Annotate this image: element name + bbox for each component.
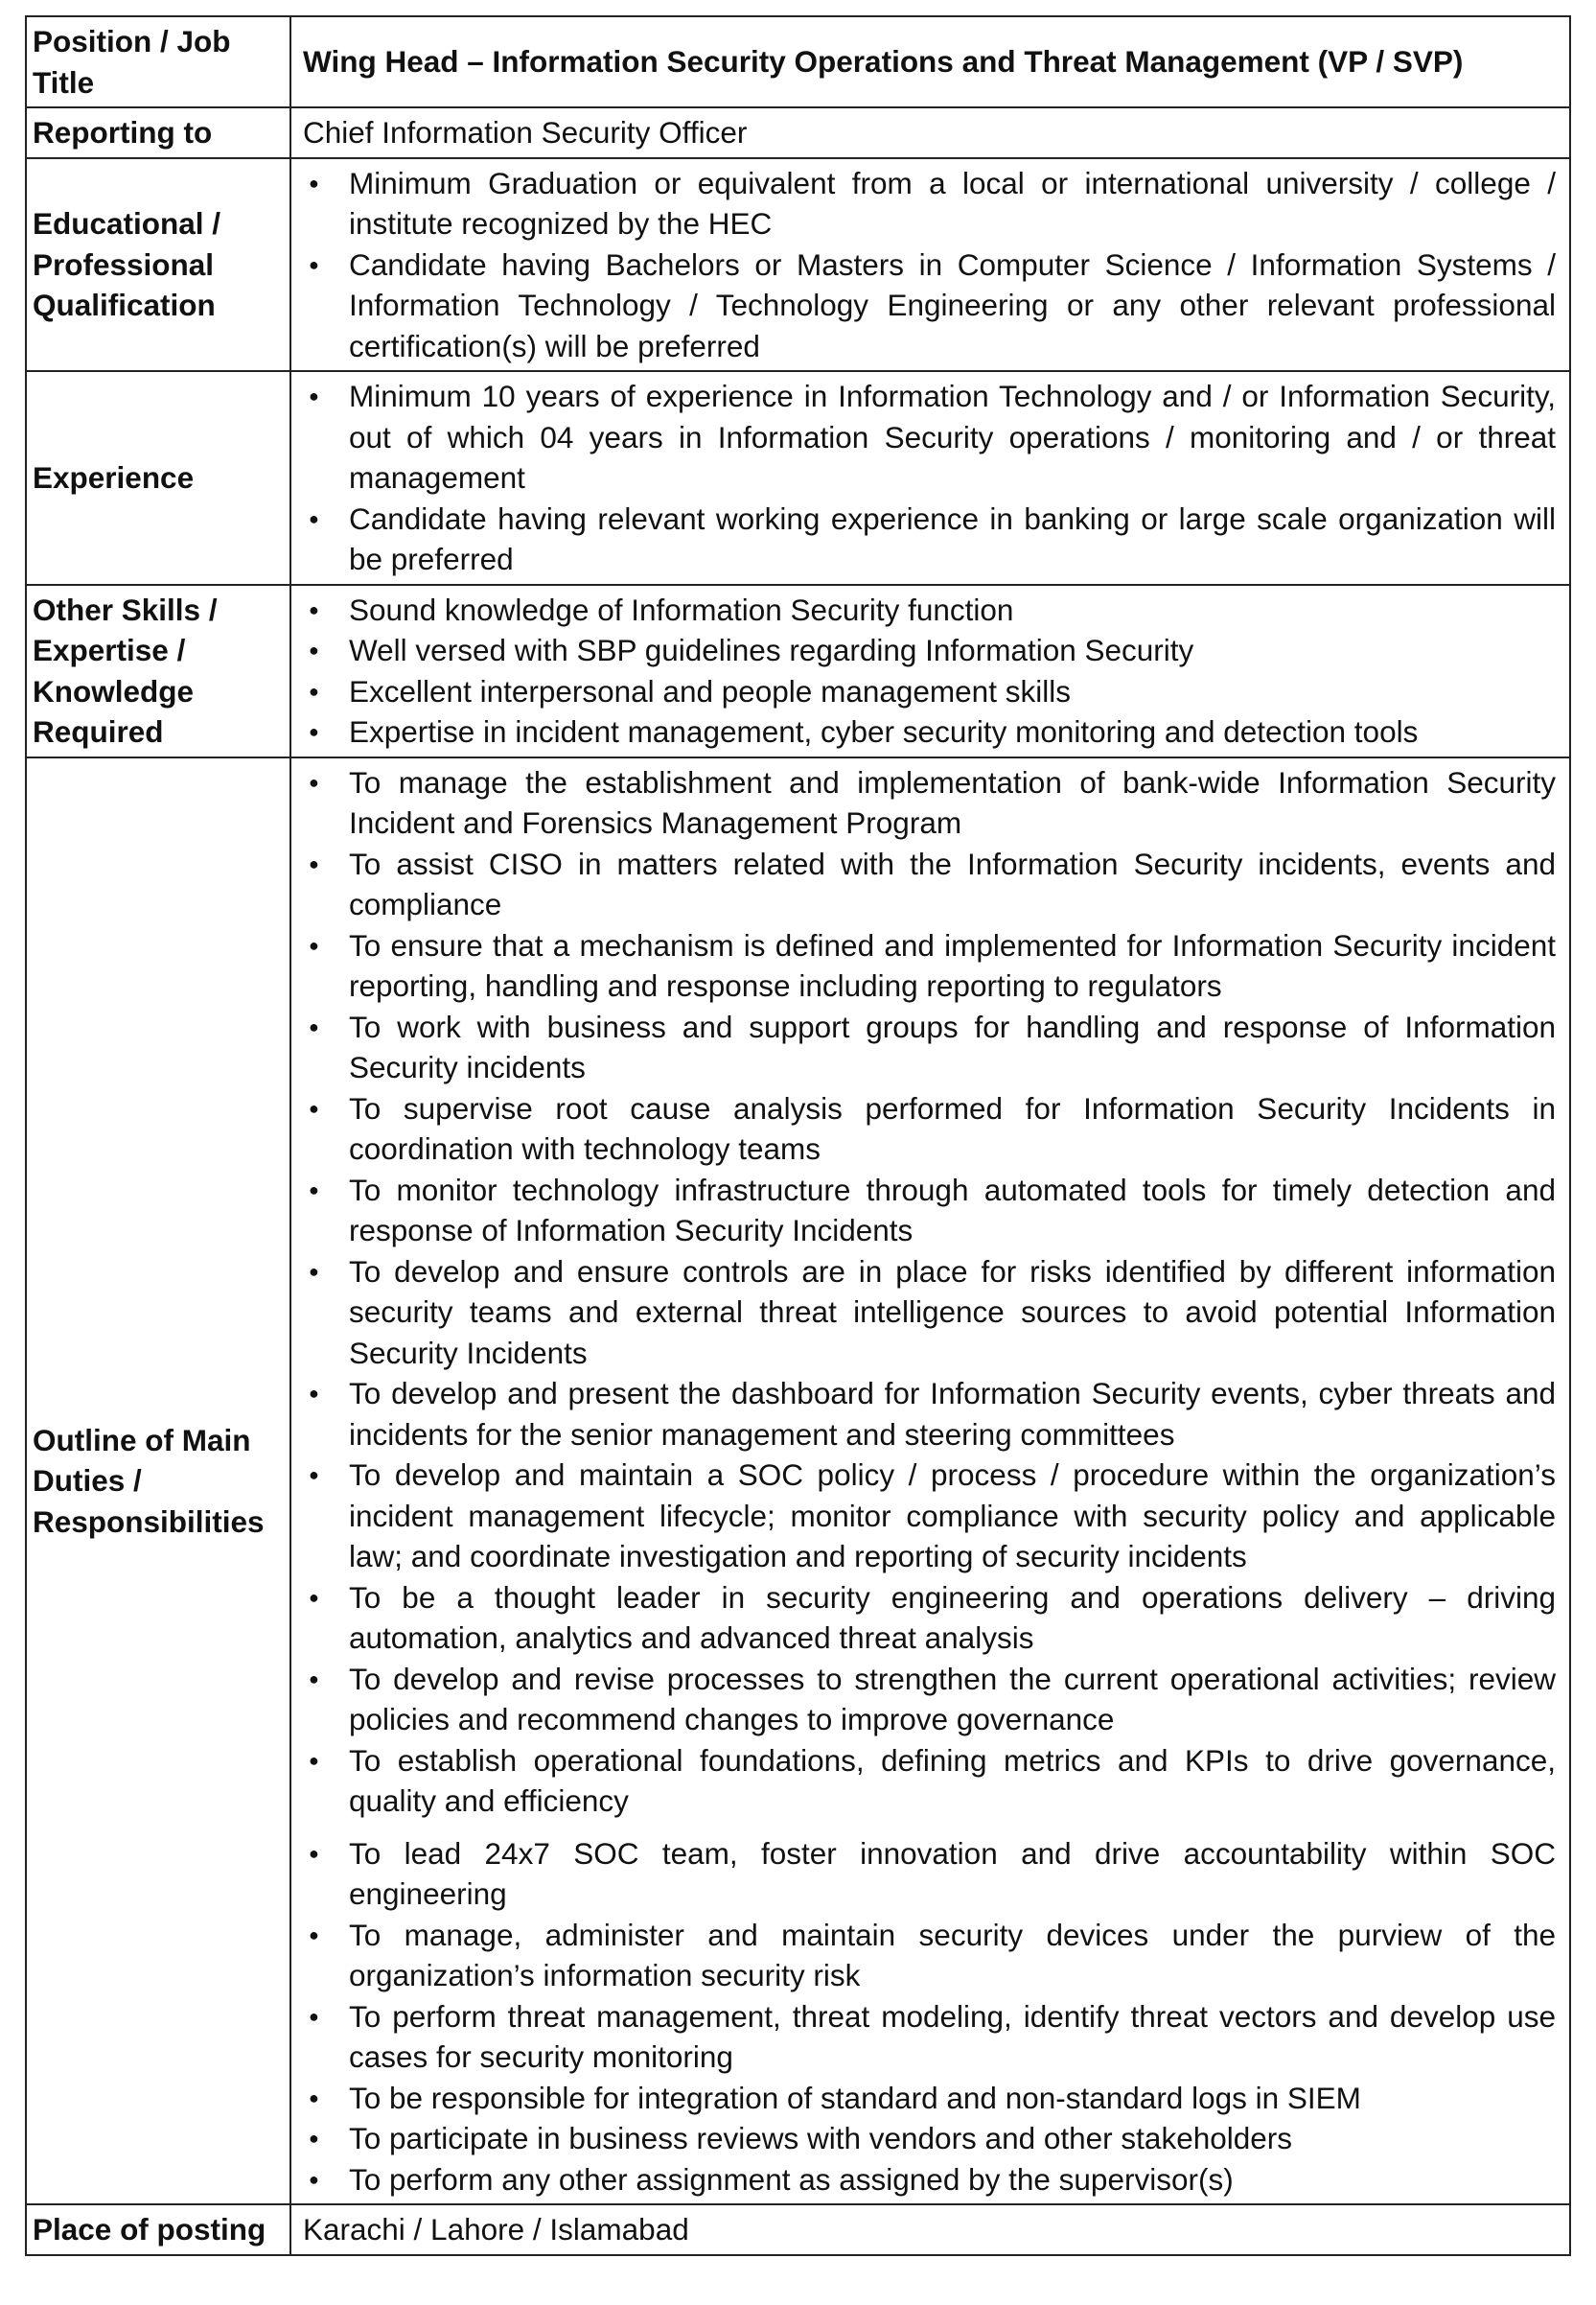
list-item: ● Candidate having relevant working experience in banking or large scale organization will be preferred	[303, 499, 1556, 580]
experience-list	[303, 376, 1556, 580]
list-item: ● To participate in business reviews with vendors and other stakeholders	[303, 2118, 1556, 2159]
list-item: ● To develop and maintain a SOC policy / process / procedure within the organization’s incident management lifecycle; monitor compliance with security policy and applicable law; and coordinate investigation and reporting of security incidents	[303, 1455, 1556, 1577]
list-item: ● Minimum Graduation or equivalent from a local or international university / college / institute recognized by the HEC	[303, 163, 1556, 244]
list-item: ● Minimum 10 years of experience in Information Technology and / or Information Security, out of which 04 years in Information Security operations / monitoring and / or threat management	[303, 376, 1556, 499]
list-item: ● Candidate having Bachelors or Masters in Computer Science / Information Systems / Information Technology / Technology Engineering or any other relevant professional certification(s) will be preferred	[303, 244, 1556, 367]
experience-value	[290, 371, 1570, 585]
row-position	[26, 16, 1570, 107]
position-value: Wing Head – Information Security Operations and Threat Management (VP / SVP)	[290, 16, 1570, 107]
duties-label: Outline of Main Duties / Responsibilities	[26, 757, 290, 2205]
list-item: ● To develop and present the dashboard for Information Security events, cyber threats and incidents for the senior management and steering committees	[303, 1373, 1556, 1455]
education-label: Educational / Professional Qualification	[26, 158, 290, 372]
job-description-table	[25, 15, 1571, 2256]
list-item: ● To ensure that a mechanism is defined and implemented for Information Security incident reporting, handling and response including reporting to regulators	[303, 925, 1556, 1007]
position-label: Position / Job Title	[26, 16, 290, 107]
list-item: ● To manage the establishment and implementation of bank-wide Information Security Incident and Forensics Management Program	[303, 762, 1556, 844]
list-item: ● To supervise root cause analysis performed for Information Security Incidents in coordination with technology teams	[303, 1088, 1556, 1170]
skills-list	[303, 590, 1556, 753]
posting-value: Karachi / Lahore / Islamabad	[290, 2204, 1570, 2255]
list-item: ● To work with business and support groups for handling and response of Information Security incidents	[303, 1007, 1556, 1088]
list-item: ● Well versed with SBP guidelines regarding Information Security	[303, 630, 1556, 671]
list-item: ● Excellent interpersonal and people management skills	[303, 671, 1556, 712]
row-education	[26, 158, 1570, 372]
list-item: ● To assist CISO in matters related with the Information Security incidents, events and compliance	[303, 844, 1556, 925]
education-value	[290, 158, 1570, 372]
posting-label: Place of posting	[26, 2204, 290, 2255]
list-item: ● To monitor technology infrastructure through automated tools for timely detection and response of Information Security Incidents	[303, 1170, 1556, 1251]
row-posting	[26, 2204, 1570, 2255]
list-item: ● Sound knowledge of Information Security function	[303, 590, 1556, 631]
skills-value	[290, 585, 1570, 757]
list-item: ● To perform any other assignment as assigned by the supervisor(s)	[303, 2159, 1556, 2200]
list-item: ● To develop and ensure controls are in place for risks identified by different information security teams and external threat intelligence sources to avoid potential Information Security Incidents	[303, 1251, 1556, 1374]
list-item: ● To be responsible for integration of standard and non-standard logs in SIEM	[303, 2078, 1556, 2119]
duties-value	[290, 757, 1570, 2205]
education-list	[303, 163, 1556, 367]
experience-label: Experience	[26, 371, 290, 585]
reporting-value: Chief Information Security Officer	[290, 107, 1570, 158]
list-item: ● To perform threat management, threat modeling, identify threat vectors and develop use cases for security monitoring	[303, 1996, 1556, 2078]
reporting-label: Reporting to	[26, 107, 290, 158]
row-experience	[26, 371, 1570, 585]
list-item: ● To be a thought leader in security engineering and operations delivery – driving automation, analytics and advanced threat analysis	[303, 1577, 1556, 1659]
duties-list-a	[303, 762, 1556, 1822]
list-item: ● To develop and revise processes to strengthen the current operational activities; review policies and recommend changes to improve governance	[303, 1659, 1556, 1740]
row-reporting	[26, 107, 1570, 158]
skills-label: Other Skills / Expertise / Knowledge Required	[26, 585, 290, 757]
list-item: ● To manage, administer and maintain security devices under the purview of the organization’s information security risk	[303, 1915, 1556, 1996]
duties-list-b	[303, 1833, 1556, 2200]
list-item: ● To establish operational foundations, defining metrics and KPIs to drive governance, quality and efficiency	[303, 1740, 1556, 1822]
row-duties	[26, 757, 1570, 2205]
row-skills	[26, 585, 1570, 757]
list-item: ● To lead 24x7 SOC team, foster innovation and drive accountability within SOC engineering	[303, 1833, 1556, 1915]
list-item: ● Expertise in incident management, cyber security monitoring and detection tools	[303, 711, 1556, 753]
